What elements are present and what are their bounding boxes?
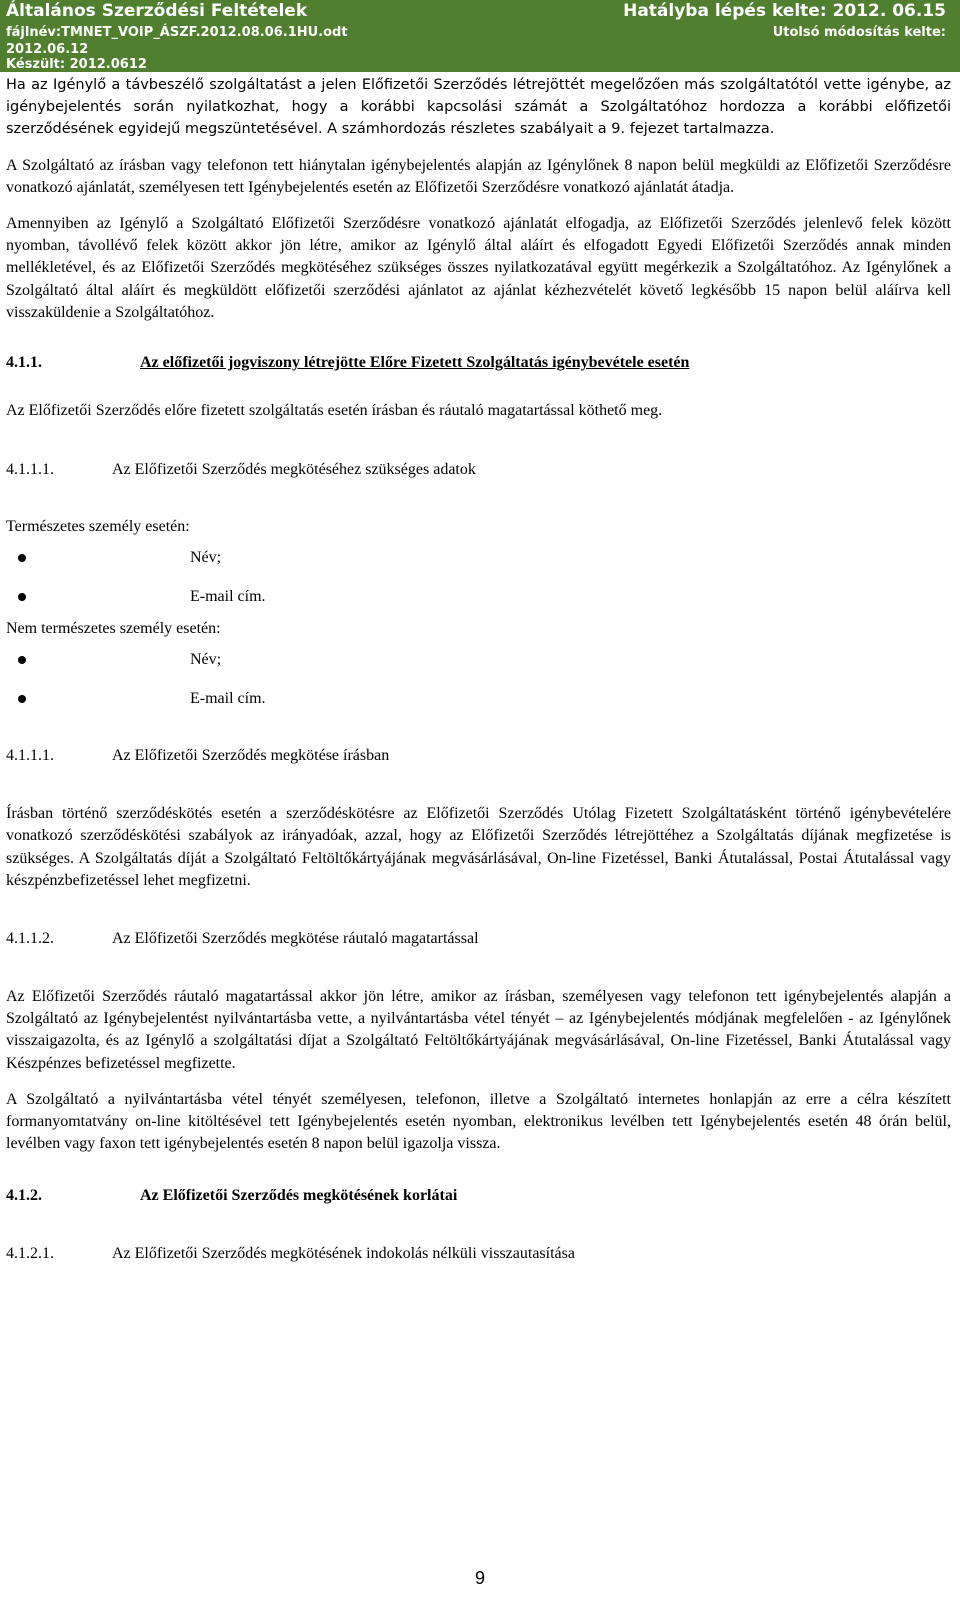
bullet-icon — [18, 695, 26, 703]
section-title: Az Előfizetői Szerződés megkötésének indokolás nélküli visszautasítása — [112, 1245, 575, 1263]
section-number: 4.1.2. — [6, 1187, 42, 1205]
section-title: Az Előfizetői Szerződés megkötése ráutaló magatartással — [112, 930, 479, 948]
header-title: Általános Szerződési Feltételek — [6, 1, 308, 21]
bullet-icon — [18, 593, 26, 601]
natural-person-label: Természetes személy esetén: — [6, 518, 190, 536]
paragraph-offer: A Szolgáltató az írásban vagy telefonon tett hiánytalan igénybejelentés alapján az Igénylőnek 8 napon belül megküldi az Előfizetői Szerződésre vonatkozó ajánlatát, személyesen tett Igénybejelentés esetén az Előfizetői Szerződésre vonatkozó ajánlatát átadja. — [6, 156, 951, 196]
document-header — [0, 0, 960, 72]
section-title: Az Előfizetői Szerződés megkötésének korlátai — [140, 1187, 458, 1205]
list-item-label: E-mail cím. — [190, 690, 266, 708]
section-number: 4.1.1.2. — [6, 930, 54, 948]
section-heading-implied — [6, 928, 951, 950]
list-item — [6, 649, 951, 671]
header-effective-date: Hatályba lépés kelte: 2012. 06.15 — [623, 1, 946, 21]
paragraph-written-contract: Írásban történő szerződéskötés esetén a szerződéskötésre az Előfizetői Szerződés Utólag Fizetett Szolgáltatásként történő igénybevételére vonatkozó szerződéskötési szabályok az irányadóak, azzal, hogy az Előfizetői Szerződés létrejöttéhez a Szolgáltatás díjának megfizetése is szükséges. A Szolgáltatás díját a Szolgáltató Feltöltőkártyájának megvásárlásával, On-line Fizetéssel, Banki Átutalással, Postai Átutalással vagy készpénzbefizetéssel lehet megfizetni. — [6, 805, 951, 889]
paragraph-acceptance: Amennyiben az Igénylő a Szolgáltató Előfizetői Szerződésre vonatkozó ajánlatát elfogadja, az Előfizetői Szerződés jelenlevő felek között nyomban, távollévő felek között akkor jön létre, amikor az Igénylő által aláírt és elfogadott Egyedi Előfizetői Szerződés annak minden mellékletével, és az Előfizetői Szerződés megkötéséhez szükséges összes nyilatkozatával együtt megérkezik a Szolgáltatóhoz. Az Igénylőnek a Szolgáltató által aláírt és megküldött előfizetői szerződési ajánlatot az ajánlat kézhezvételét követő legkésőbb 15 napon belül aláírva kell visszaküldenie a Szolgáltatóhoz. — [6, 215, 951, 321]
list-item-label: E-mail cím. — [190, 588, 266, 606]
section-number: 4.1.1. — [6, 354, 42, 372]
section-title: Az Előfizetői Szerződés megkötéséhez szükséges adatok — [112, 461, 476, 479]
bullet-icon — [18, 656, 26, 664]
paragraph-implied-contract: Az Előfizetői Szerződés ráutaló magatartással akkor jön létre, amikor az írásban, személyesen vagy telefonon tett igénybejelentés alapján a Szolgáltató az Igénybejelentést nyilvántartásba vette, a nyilvántartásba vétel tényét – az Igénybejelentés módjának megfelelően - az Igénylőnek visszaigazolta, és az Igénylő a szolgáltatási díjat a Szolgáltató Feltöltőkártyájának megvásárlásával, On-line Fizetéssel, Banki Átutalással vagy Készpénzes befizetéssel megfizette. — [6, 988, 951, 1072]
header-modified-date: 2012.06.12 — [6, 42, 89, 57]
section-heading-4-1-1 — [6, 352, 951, 374]
header-filename: fájlnév:TMNET_VOIP_ÁSZF.2012.08.06.1HU.odt — [6, 25, 348, 40]
legal-person-label: Nem természetes személy esetén: — [6, 620, 221, 638]
list-item — [6, 586, 951, 608]
list-item-label: Név; — [190, 549, 222, 567]
section-number: 4.1.1.1. — [6, 461, 54, 479]
section-heading-data — [6, 459, 951, 481]
section-title: Az Előfizetői Szerződés megkötése írásban — [112, 747, 390, 765]
page-number: 9 — [474, 1568, 485, 1588]
paragraph-confirmation: A Szolgáltató a nyilvántartásba vétel tényét személyesen, telefonon, illetve a Szolgáltató internetes honlapján az erre a célra készített formanyomtatvány on-line kitöltésével tett Igénybejelentés esetén nyomban, elektronikus levélben tett Igénybejelentés esetén 48 órán belül, levélben vagy faxon tett igénybejelentés esetén 8 napon belül igazolja vissza. — [6, 1090, 951, 1153]
section-heading-written — [6, 745, 951, 767]
header-modified-label: Utolsó módosítás kelte: — [772, 25, 946, 40]
list-item — [6, 547, 951, 569]
document-body — [6, 74, 951, 1265]
section-title: Az előfizetői jogviszony létrejötte Előre Fizetett Szolgáltatás igénybevétele esetén — [140, 354, 690, 372]
list-item — [6, 688, 951, 710]
section-number: 4.1.2.1. — [6, 1245, 54, 1263]
paragraph-number-portability: Ha az Igénylő a távbeszélő szolgáltatást a jelen Előfizetői Szerződés létrejöttét megelőzően más szolgáltatótól vette igénybe, az igénybejelentés során nyilatkozhat, hogy a korábbi kapcsolási számát a Szolgáltatóhoz hordozza a korábbi előfizetői szerződésének egyidejű megszüntetésével. A számhordozás részletes szabályait a 9. fejezet tartalmazza. — [6, 77, 951, 138]
bullet-icon — [18, 554, 26, 562]
header-created: Készült: 2012.0612 — [6, 57, 147, 72]
section-heading-4-1-2 — [6, 1185, 951, 1207]
section-heading-refusal — [6, 1243, 951, 1265]
paragraph-prepaid: Az Előfizetői Szerződés előre fizetett szolgáltatás esetén írásban és ráutaló magatartással köthető meg. — [6, 402, 663, 420]
list-item-label: Név; — [190, 651, 222, 669]
section-number: 4.1.1.1. — [6, 747, 54, 765]
